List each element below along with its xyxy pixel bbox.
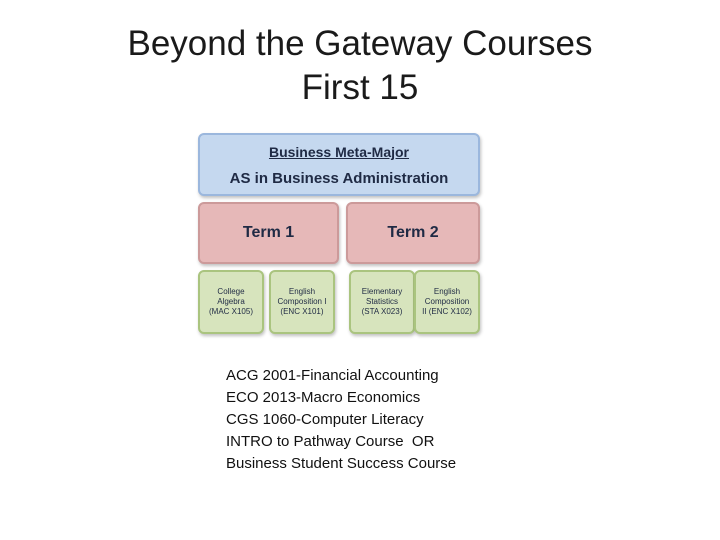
course-label: College Algebra (MAC X105) [208, 287, 253, 316]
meta-major-diagram [198, 133, 480, 341]
list-item: ACG 2001-Financial Accounting [226, 367, 439, 384]
course-label: English Composition I (ENC X101) [277, 287, 327, 316]
course-box [269, 270, 335, 334]
course-box [414, 270, 480, 334]
title-line-2: First 15 [301, 68, 419, 107]
degree-title: AS in Business Administration [229, 170, 449, 187]
term-1-box: Term 1 [198, 202, 339, 264]
course-label: Elementary Statistics (STA X023) [361, 287, 403, 316]
list-item: INTRO to Pathway Course OR [226, 433, 435, 450]
list-item: Business Student Success Course [226, 455, 457, 472]
title-line-1: Beyond the Gateway Courses [127, 24, 593, 63]
course-label: English Composition II (ENC X102) [422, 287, 472, 316]
list-item: CGS 1060-Computer Literacy [226, 411, 424, 428]
slide-title [0, 22, 720, 110]
meta-major-title: Business Meta-Major [268, 144, 410, 160]
additional-courses-list [226, 365, 456, 475]
list-item: ECO 2013-Macro Economics [226, 389, 421, 406]
meta-major-header [198, 133, 480, 196]
course-box [198, 270, 264, 334]
term-2-box: Term 2 [346, 202, 480, 264]
course-box [349, 270, 415, 334]
